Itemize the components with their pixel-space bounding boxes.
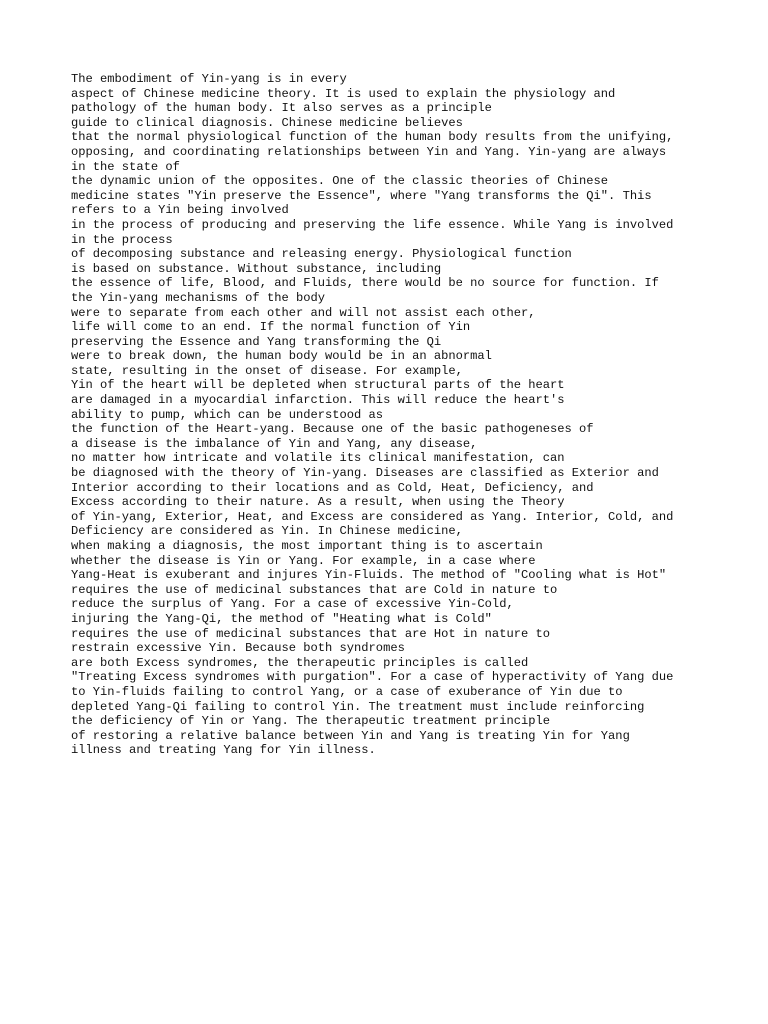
text-line: pathology of the human body. It also serves as a principle: [71, 101, 492, 116]
text-line: the Yin-yang mechanisms of the body: [71, 290, 326, 305]
text-line: when making a diagnosis, the most important thing is to ascertain: [71, 539, 543, 553]
text-line: a disease is the imbalance of Yin and Yang, any disease,: [71, 436, 478, 451]
text-line: are both Excess syndromes, the therapeutic principles is called: [71, 655, 529, 670]
text-line: life will come to an end. If the normal function of Yin: [71, 320, 471, 335]
text-line: of decomposing substance and releasing energy. Physiological function: [71, 247, 572, 262]
text-line: are damaged in a myocardial infarction. This will reduce the heart's: [71, 393, 565, 408]
text-line: Yang-Heat is exuberant and injures Yin-Fluids. The method of "Cooling what is Hot": [71, 568, 667, 583]
text-line: state, resulting in the onset of disease. For example,: [71, 363, 463, 378]
text-line: whether the disease is Yin or Yang. For example, in a case where: [71, 553, 536, 568]
text-line: refers to a Yin being involved: [71, 203, 289, 218]
text-line: in the state of: [71, 159, 180, 174]
text-line: requires the use of medicinal substances that are Cold in nature to: [71, 582, 558, 597]
text-line: were to separate from each other and will not assist each other,: [71, 305, 536, 320]
text-line: in the process: [71, 232, 173, 247]
text-line: Yin of the heart will be depleted when structural parts of the heart: [71, 378, 565, 393]
text-line: the deficiency of Yin or Yang. The therapeutic treatment principle: [71, 714, 550, 729]
text-line: to Yin-fluids failing to control Yang, or a case of exuberance of Yin due to: [71, 684, 623, 699]
text-line: illness and treating Yang for Yin illness.: [71, 743, 376, 758]
text-line: the essence of life, Blood, and Fluids, there would be no source for function. If: [71, 276, 659, 291]
text-line: is based on substance. Without substance, including: [71, 261, 442, 276]
text-line: the dynamic union of the opposites. One of the classic theories of Chinese: [71, 174, 609, 189]
text-line: preserving the Essence and Yang transforming the Qi: [71, 334, 442, 349]
text-line: aspect of Chinese medicine theory. It is used to explain the physiology and: [71, 86, 616, 101]
text-line: Deficiency are considered as Yin. In Chinese medicine,: [71, 524, 463, 539]
text-line: in the process of producing and preserving the life essence. While Yang is involved: [71, 217, 674, 232]
body-text: [71, 72, 731, 758]
text-line: no matter how intricate and volatile its clinical manifestation, can: [71, 451, 565, 466]
text-line: guide to clinical diagnosis. Chinese medicine believes: [71, 115, 463, 130]
text-line: The embodiment of Yin-yang is in every: [71, 72, 347, 86]
text-line: injuring the Yang-Qi, the method of "Heating what is Cold": [71, 611, 492, 626]
text-line: requires the use of medicinal substances that are Hot in nature to: [71, 626, 550, 641]
text-line: of restoring a relative balance between Yin and Yang is treating Yin for Yang: [71, 728, 630, 743]
text-line: of Yin-yang, Exterior, Heat, and Excess are considered as Yang. Interior, Cold, and: [71, 509, 674, 524]
text-line: Excess according to their nature. As a result, when using the Theory: [71, 495, 565, 510]
text-line: opposing, and coordinating relationships between Yin and Yang. Yin-yang are always: [71, 144, 667, 159]
text-line: reduce the surplus of Yang. For a case of excessive Yin-Cold,: [71, 597, 514, 612]
text-line: medicine states "Yin preserve the Essence", where "Yang transforms the Qi". This: [71, 188, 652, 203]
text-line: be diagnosed with the theory of Yin-yang. Diseases are classified as Exterior and: [71, 466, 659, 481]
text-line: that the normal physiological function of the human body results from the unifying,: [71, 130, 674, 145]
text-line: Interior according to their locations and as Cold, Heat, Deficiency, and: [71, 480, 594, 495]
text-line: ability to pump, which can be understood as: [71, 407, 384, 422]
text-line: were to break down, the human body would be in an abnormal: [71, 349, 492, 364]
text-line: "Treating Excess syndromes with purgation". For a case of hyperactivity of Yang due: [71, 670, 674, 685]
text-line: the function of the Heart-yang. Because one of the basic pathogeneses of: [71, 422, 594, 437]
text-line: restrain excessive Yin. Because both syndromes: [71, 641, 405, 656]
text-line: depleted Yang-Qi failing to control Yin. The treatment must include reinforcing: [71, 699, 645, 714]
